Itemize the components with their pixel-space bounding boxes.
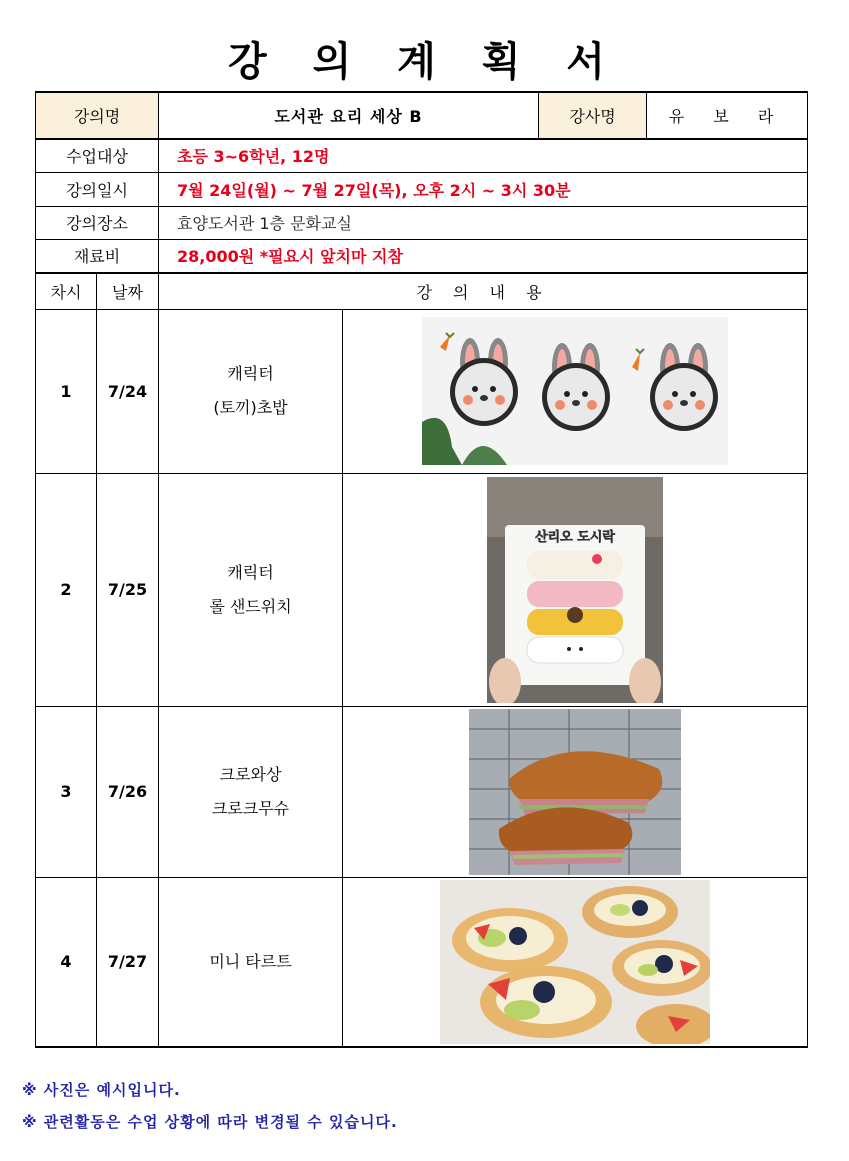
session-number: 1 — [36, 309, 97, 473]
session-topic — [159, 706, 343, 877]
info-row-target — [36, 139, 808, 172]
lecture-plan-table — [35, 91, 808, 1048]
mini-tart-photo — [440, 880, 710, 1044]
session-date: 7/25 — [97, 473, 159, 706]
croissant-croque-monsieur-photo — [469, 709, 681, 875]
session-number: 3 — [36, 706, 97, 877]
topic-line: 미니 타르트 — [209, 951, 292, 971]
info-value: 초등 3~6학년, 12명 — [159, 139, 808, 172]
page-title: 강 의 계 획 서 — [228, 39, 621, 85]
course-name: 도서관 요리 세상 B — [159, 92, 539, 139]
session-number: 4 — [36, 877, 97, 1047]
session-date: 7/27 — [97, 877, 159, 1047]
column-header-row — [36, 273, 808, 309]
photo-cell — [343, 309, 808, 473]
roll-sandwich-photo — [487, 477, 663, 703]
topic-line: 크로크무슈 — [211, 798, 290, 818]
rabbit-sushi-photo — [422, 317, 728, 465]
info-label: 재료비 — [36, 239, 159, 273]
info-label: 강의장소 — [36, 206, 159, 239]
instructor-name: 유 보 라 — [647, 92, 808, 139]
session-row — [36, 473, 808, 706]
info-row-fee — [36, 239, 808, 273]
topic-line: (토끼)초밥 — [213, 398, 288, 417]
info-value: 7월 24일(월) ~ 7월 27일(목), 오후 2시 ~ 3시 30분 — [159, 172, 808, 206]
info-row-place — [36, 206, 808, 239]
photo-cell — [343, 473, 808, 706]
info-value: 효양도서관 1층 문화교실 — [159, 206, 808, 239]
session-header: 차시 — [36, 273, 97, 309]
info-row-datetime — [36, 172, 808, 206]
topic-line: 롤 샌드위치 — [209, 596, 292, 616]
info-value: 28,000원 *필요시 앞치마 지참 — [159, 239, 808, 273]
session-date: 7/26 — [97, 706, 159, 877]
topic-line: 캐릭터 — [227, 364, 274, 383]
session-topic — [159, 473, 343, 706]
session-topic — [159, 309, 343, 473]
note-line: ※ 사진은 예시입니다. — [22, 1081, 181, 1099]
session-number: 2 — [36, 473, 97, 706]
course-label: 강의명 — [36, 92, 159, 139]
topic-line: 크로와상 — [219, 764, 282, 784]
instructor-label: 강사명 — [539, 92, 647, 139]
info-label: 수업대상 — [36, 139, 159, 172]
session-date: 7/24 — [97, 309, 159, 473]
session-row — [36, 706, 808, 877]
session-row — [36, 309, 808, 473]
notes — [22, 1074, 398, 1138]
note-line: ※ 관련활동은 수업 상황에 따라 변경될 수 있습니다. — [22, 1113, 398, 1131]
photo-cell — [343, 706, 808, 877]
info-label: 강의일시 — [36, 172, 159, 206]
date-header: 날짜 — [97, 273, 159, 309]
session-row — [36, 877, 808, 1047]
session-topic — [159, 877, 343, 1047]
topic-line: 캐릭터 — [227, 562, 274, 582]
photo-cell — [343, 877, 808, 1047]
content-header: 강 의 내 용 — [159, 273, 808, 309]
course-header-row — [36, 92, 808, 139]
photo-caption: 산리오 도시락 — [535, 529, 615, 545]
